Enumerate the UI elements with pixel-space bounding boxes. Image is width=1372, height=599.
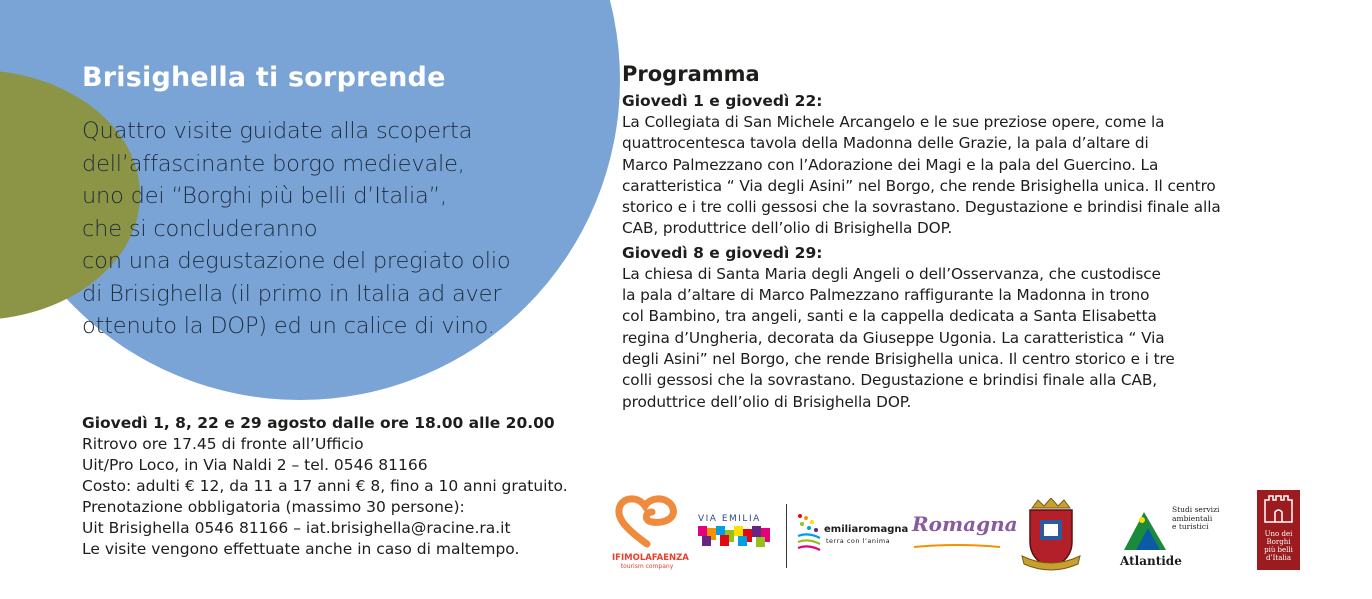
intro-line: con una degustazione del pregiato olio <box>82 248 511 274</box>
atlantide-text-line: e turistici <box>1172 522 1209 531</box>
program-title: Programma <box>622 62 760 86</box>
coat-of-arms-icon <box>1020 498 1082 574</box>
intro-line: di Brisighella (il primo in Italia ad aver <box>82 280 502 307</box>
info-line: Uit/Pro Loco, in Via Naldi 2 – tel. 0546 81166 <box>82 456 428 474</box>
para-line: colli gessosi che la sovrastano. Degustazione e brindisi finale alla CAB, <box>622 371 1157 390</box>
para-line: quattrocentesca tavola della Madonna delle Grazie, la pala d’altare di <box>622 134 1149 153</box>
heart-icon <box>612 494 682 548</box>
info-line: Costo: adulti € 12, da 11 a 17 anni € 8, fino a 10 anni gratuito. <box>82 477 568 495</box>
logo-divider <box>786 504 787 568</box>
atlantide-logo <box>1120 504 1230 574</box>
brisighella-crest-logo <box>1020 498 1082 574</box>
section1-text <box>622 112 1300 240</box>
intro-line: Quattro visite guidate alla scoperta <box>82 118 473 144</box>
atlantide-label: Atlantide <box>1120 554 1182 568</box>
atlantide-mountain-icon <box>1120 506 1170 556</box>
borghi-line: Borghi <box>1266 538 1291 546</box>
event-dates: Giovedì 1, 8, 22 e 29 agosto dalle ore 18.00 alle 20.00 <box>82 414 555 432</box>
emilia-romagna-sub: terra con l’anima <box>826 537 891 545</box>
para-line: produttrice dell’olio di Brisighella DOP. <box>622 392 912 411</box>
para-line: La chiesa di Santa Maria degli Angeli o dell’Osservanza, che custodisce <box>622 264 1161 283</box>
borghi-line: d’Italia <box>1265 554 1292 562</box>
atlantide-text-line: Studi servizi <box>1172 505 1220 514</box>
intro-line: che si concluderanno <box>82 215 318 242</box>
para-line: col Bambino, tra angeli, santi e la cappella dedicata a Santa Elisabetta <box>622 307 1157 326</box>
intro-text <box>82 115 602 343</box>
info-line: Ritrovo ore 17.45 di fronte all’Ufficio <box>82 435 364 453</box>
program-section <box>622 62 1300 417</box>
para-line: degli Asini” nel Borgo, che rende Brisighella unica. Il centro storico e i tre <box>622 349 1175 368</box>
section1-title: Giovedì 1 e giovedì 22: <box>622 92 823 110</box>
page-title: Brisighella ti sorprende <box>82 62 446 93</box>
intro-section <box>82 62 602 343</box>
atlantide-description <box>1172 506 1219 532</box>
romagna-logo <box>912 512 1018 552</box>
via-emilia-logo <box>698 514 774 564</box>
emilia-romagna-label: emiliaromagna <box>824 524 909 535</box>
info-line: Prenotazione obbligatoria (massimo 30 persone): <box>82 498 465 516</box>
emilia-romagna-rays-icon <box>796 512 822 556</box>
imola-faenza-logo <box>612 494 689 576</box>
para-line: la pala d’altare di Marco Palmezzano raffigurante la Madonna in trono <box>622 286 1150 305</box>
borghi-text <box>1257 530 1300 562</box>
para-line: CAB, produttrice dell’olio di Brisighella DOP. <box>622 219 953 238</box>
emilia-romagna-logo <box>796 510 909 566</box>
romagna-underline-icon <box>912 543 1002 551</box>
intro-line: dell’affascinante borgo medievale, <box>82 150 465 177</box>
sponsor-logos <box>612 490 1312 580</box>
borghi-line: Uno dei <box>1264 530 1293 538</box>
para-line: regina d’Ungheria, decorata da Giuseppe Ugonia. La caratteristica “ Via <box>622 328 1165 347</box>
section2-text <box>622 264 1300 413</box>
borghi-logo <box>1257 490 1300 570</box>
info-line: Le visite vengono effettuate anche in caso di maltempo. <box>82 540 520 558</box>
intro-line: uno dei “Borghi più belli d’Italia”, <box>82 183 448 209</box>
contact-line: Uit Brisighella 0546 81166 – iat.brisighella@racine.ra.it <box>82 519 511 537</box>
imola-faenza-label: IFIMOLAFAENZA <box>612 553 689 563</box>
para-line: caratteristica “ Via degli Asini” nel Borgo, che rende Brisighella unica. Il centro <box>622 176 1216 195</box>
romagna-label: Romagna <box>912 512 1018 536</box>
atlantide-text-line: ambientali <box>1172 513 1213 523</box>
para-line: storico e i tre colli gessosi che la sovrastano. Degustazione e brindisi finale alla <box>622 198 1221 217</box>
intro-line: ottenuto la DOP) ed un calice di vino. <box>82 313 495 339</box>
para-line: Marco Palmezzano con l’Adorazione dei Magi e la pala del Guercino. La <box>622 155 1159 174</box>
imola-faenza-sub: tourism company <box>620 563 674 570</box>
via-emilia-blocks-icon <box>698 524 772 550</box>
para-line: La Collegiata di San Michele Arcangelo e le sue preziose opere, come la <box>622 113 1165 131</box>
castle-icon <box>1257 490 1300 526</box>
via-emilia-label: VIA EMILIA <box>698 514 761 524</box>
event-info <box>82 413 602 560</box>
section2-title: Giovedì 8 e giovedì 29: <box>622 243 823 262</box>
borghi-line: più belli <box>1264 546 1293 554</box>
